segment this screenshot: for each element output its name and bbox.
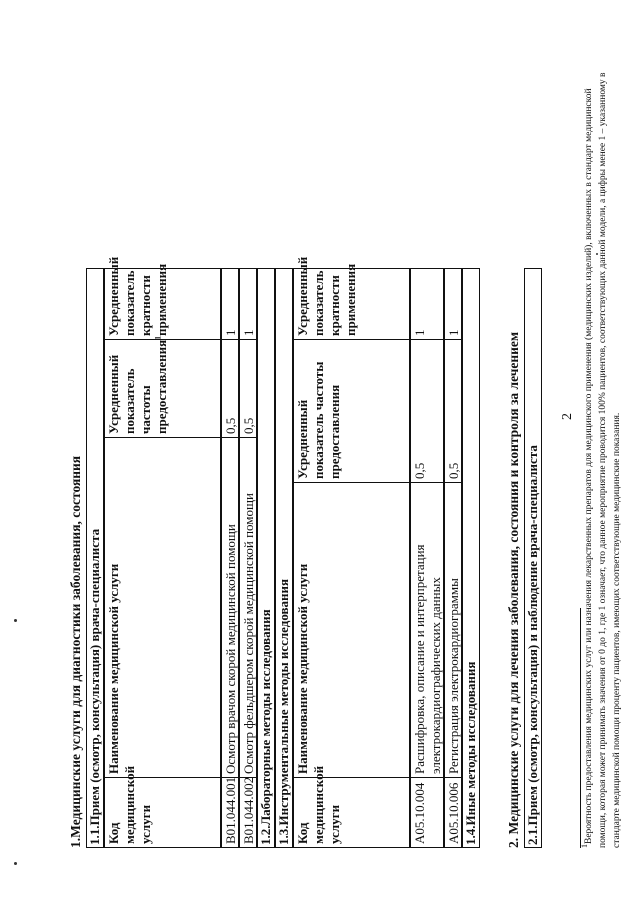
scan-speck <box>14 619 17 622</box>
row-code: B01.044.002 <box>239 778 256 848</box>
page-number: 2 <box>560 413 575 420</box>
footnote <box>579 58 624 848</box>
row-frequency: 0,5 <box>221 340 238 438</box>
row-frequency: 0,5 <box>444 340 461 483</box>
row-name: Регистрация электрокардиограммы <box>444 483 461 778</box>
header-frequency: Усредненный показатель частоты предоставления <box>293 340 409 483</box>
row-frequency: 0,5 <box>410 340 443 483</box>
header-multiplicity: Усредненный показатель кратности применения <box>293 268 409 340</box>
table-row <box>239 268 257 848</box>
header-name: Наименование медицинской услуги <box>293 483 409 778</box>
row-name: Расшифровка, описание и интерпретация электрокардиографических данных <box>410 483 443 778</box>
table-row <box>221 268 239 848</box>
section1-title: 1.Медицинские услуги для диагностики заболевания, состояния <box>68 455 83 848</box>
row-frequency: 0,5 <box>239 340 256 438</box>
subsection-1-1-title: 1.1.Прием (осмотр, консультация) врача-специалиста <box>86 268 104 848</box>
footnote-text: Вероятность предоставления медицинских услуг или назначения лекарственных препаратов для медицинского применения (медицинских изделий), включенных в стандарт медицинской помощи, которая может принимать значения от 0 до 1, где 1 означает, что данное мероприятие проводится 100% пациентов, соответствующих данной модели, а цифры менее 1 – указанному в стандарте медицинской помощи проценту пациентов, имеющих соответствующие медицинские показания. <box>584 72 622 848</box>
row-multiplicity: 1 <box>239 268 256 340</box>
table-row <box>444 268 462 848</box>
footnote-ref: 1 <box>153 335 163 340</box>
header-code: Код медицинской услуги <box>293 778 409 848</box>
table-1-1-header <box>104 256 221 848</box>
table-1-3-header <box>293 256 410 848</box>
subsection-1-2-title: 1.2.Лабораторные методы исследования <box>257 268 275 848</box>
subsection-1-4-title: 1.4.Иные методы исследования <box>462 268 480 848</box>
row-multiplicity: 1 <box>221 268 238 340</box>
footnote-divider <box>580 608 581 848</box>
table-row <box>410 268 444 848</box>
scan-speck <box>14 862 17 865</box>
row-code: A05.10.006 <box>444 778 461 848</box>
subsection-1-3-title: 1.3.Инструментальные методы исследования <box>275 268 293 848</box>
row-name: Осмотр врачом скорой медицинской помощи <box>221 438 238 778</box>
header-frequency: Усредненный показатель частоты предоставления$^1$ <box>104 340 220 438</box>
header-code: Код медицинской услуги <box>104 778 220 848</box>
row-multiplicity: 1 <box>410 268 443 340</box>
row-code: A05.10.004 <box>410 778 443 848</box>
header-multiplicity: Усредненный показатель кратности применения <box>104 268 220 340</box>
header-name: Наименование медицинской услуги <box>104 438 220 778</box>
row-code: B01.044.001 <box>221 778 238 848</box>
row-multiplicity: 1 <box>444 268 461 340</box>
footnote-mark: 1 <box>579 844 589 848</box>
subsection-2-1-title: 2.1.Прием (осмотр, консультация) и наблюдение врача-специалиста <box>524 268 542 848</box>
row-name: Осмотр фельдшером скорой медицинской помощи <box>239 438 256 778</box>
section2-title: 2. Медицинские услуги для лечения заболевания, состояния и контроля за лечением <box>506 331 521 848</box>
